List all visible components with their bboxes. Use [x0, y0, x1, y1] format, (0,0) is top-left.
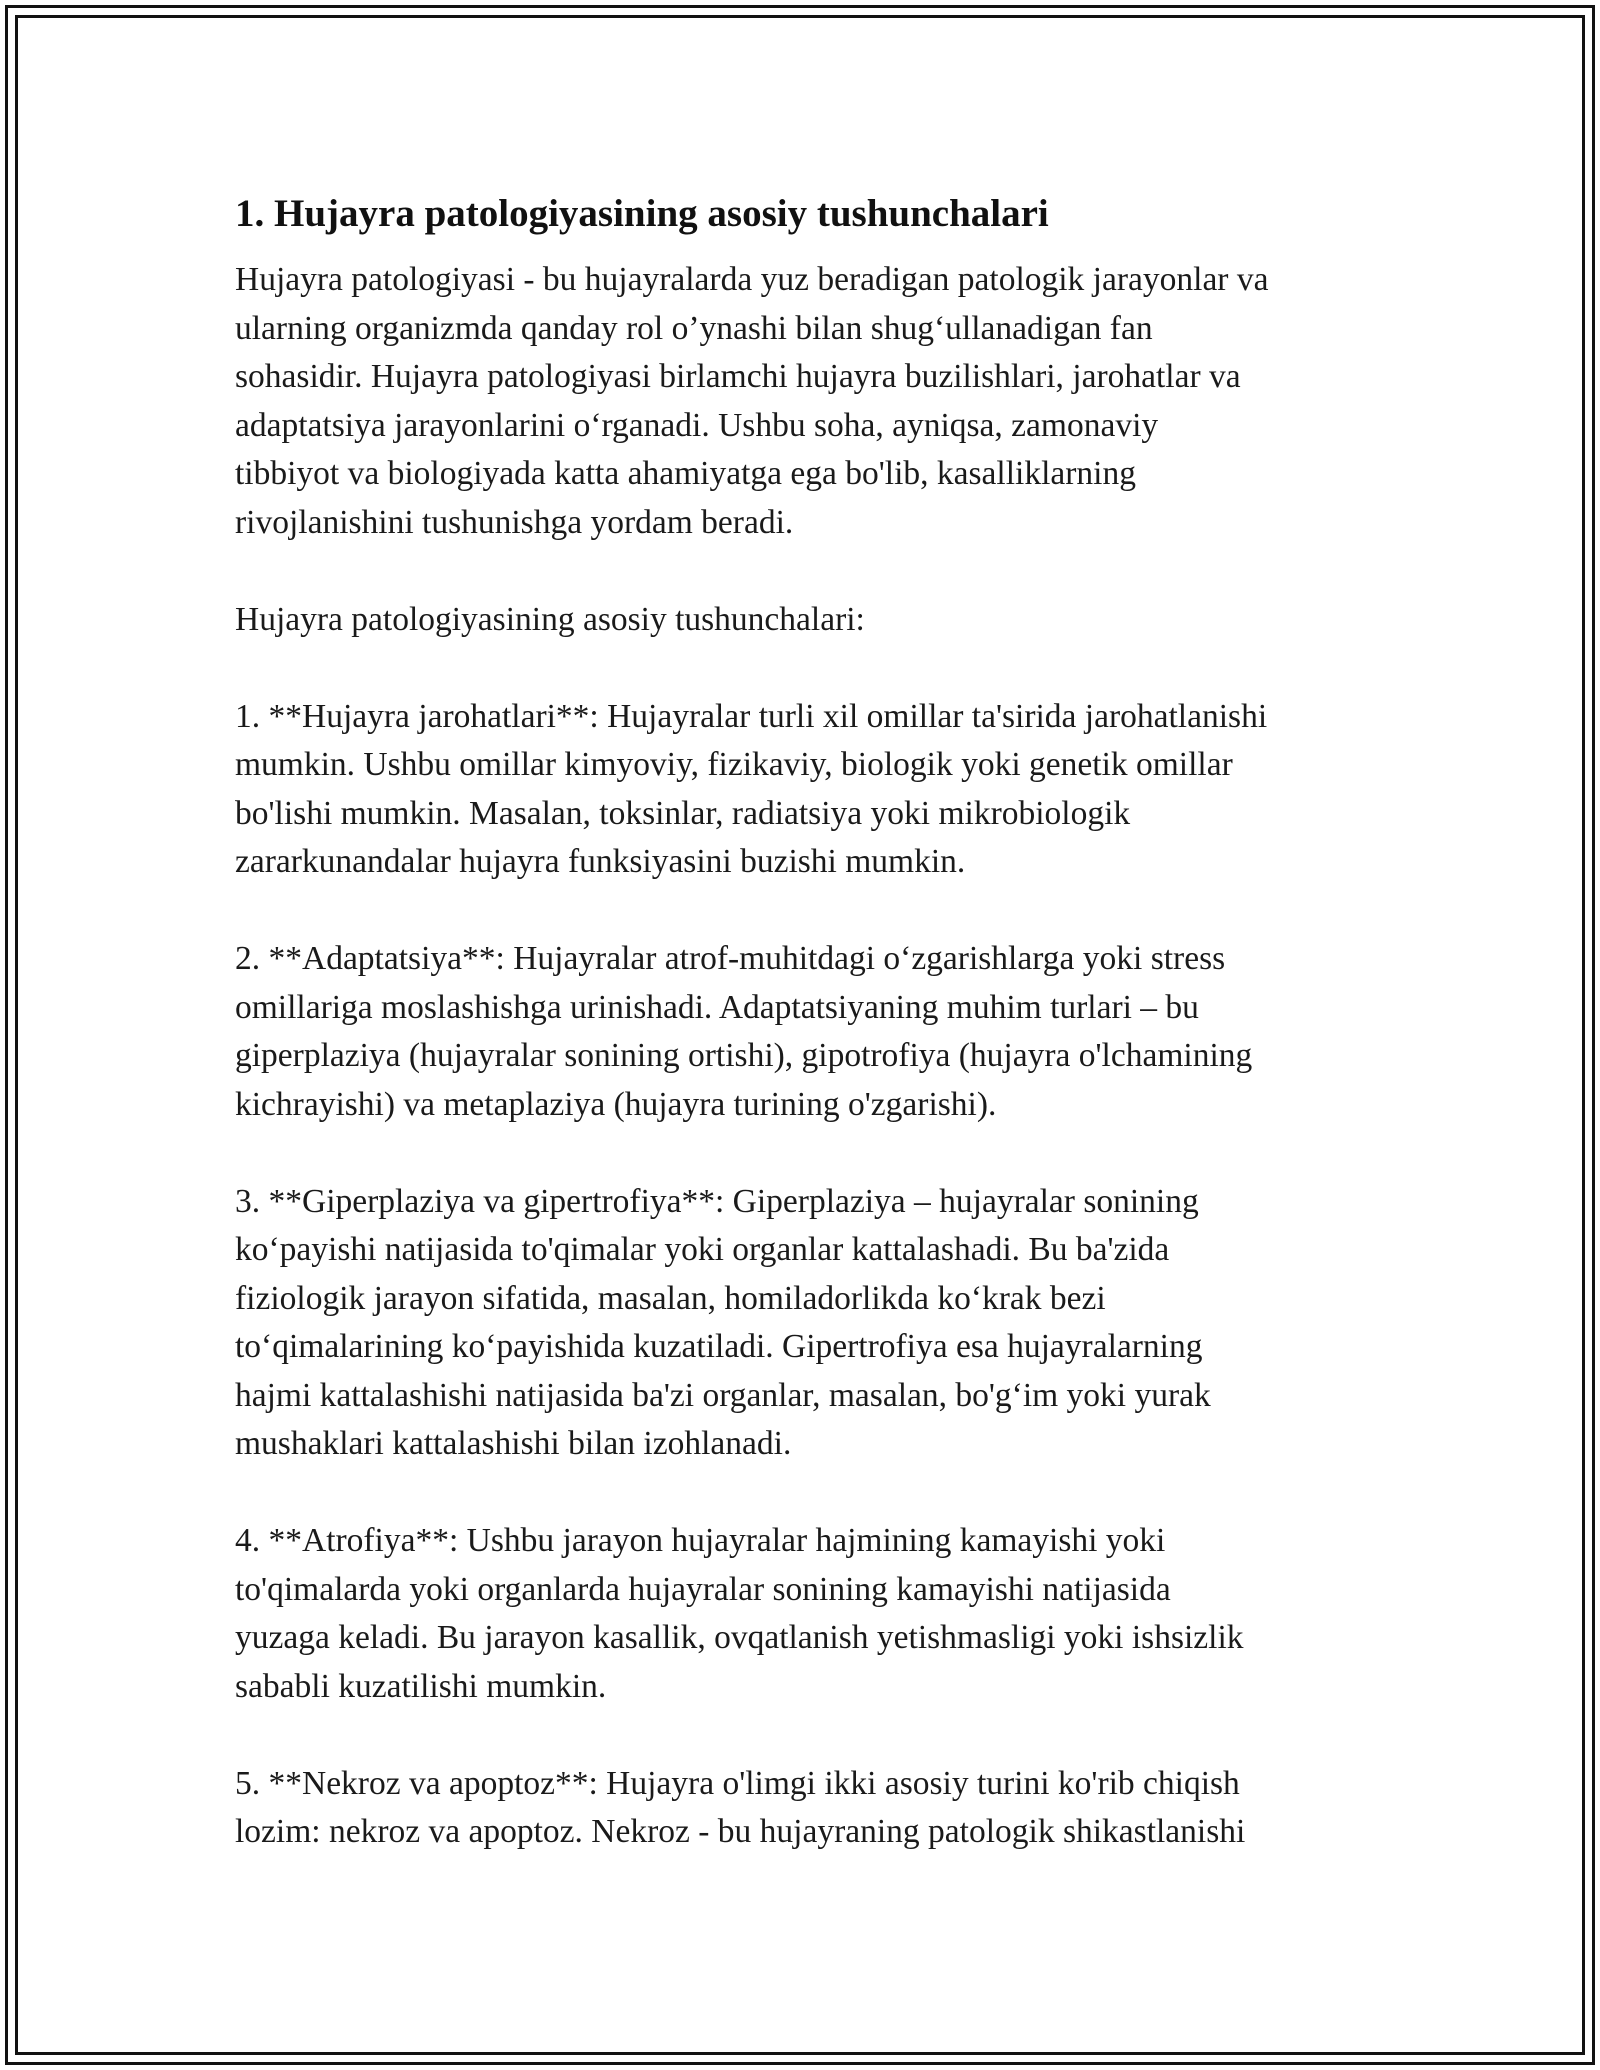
text-line: Hujayra patologiyasining asosiy tushunchalari: [235, 600, 865, 638]
text-line: lozim: nekroz va apoptoz. Nekroz - bu hujayraning patologik shikastlanishi [235, 1813, 1246, 1850]
text-line: adaptatsiya jarayonlarini o‘rganadi. Ushbu soha, ayniqsa, zamonaviy [235, 406, 1159, 444]
text-line: omillariga moslashishga urinishadi. Adaptatsiyaning muhim turlari – bu [235, 988, 1199, 1026]
text-line: sohasidir. Hujayra patologiyasi birlamchi hujayra buzilishlari, jarohatlar va [235, 358, 1241, 395]
list-item-giperplaziya [235, 1178, 1385, 1469]
text-line: ularning organizmda qanday rol o’ynashi bilan shug‘ullanadigan fan [235, 309, 1153, 347]
text-line: bo'lishi mumkin. Masalan, toksinlar, radiatsiya yoki mikrobiologik [235, 794, 1131, 832]
text-line: hajmi kattalashishi natijasida ba'zi organlar, masalan, bo'g‘im yoki yurak [235, 1376, 1211, 1414]
list-item-hujayra-jarohatlari [235, 693, 1385, 887]
text-line: yuzaga keladi. Bu jarayon kasallik, ovqatlanish yetishmasligi yoki ishsizlik [235, 1619, 1244, 1656]
list-item-adaptatsiya [235, 935, 1385, 1129]
text-line: 5. **Nekroz va apoptoz**: Hujayra o'limgi ikki asosiy turini ko'rib chiqish [235, 1764, 1240, 1802]
text-line: zararkunandalar hujayra funksiyasini buzishi mumkin. [235, 843, 966, 880]
list-item-atrofiya [235, 1517, 1385, 1711]
text-line: 2. **Adaptatsiya**: Hujayralar atrof-muhitdagi o‘zgarishlarga yoki stress [235, 940, 1226, 977]
document-title: 1. Hujayra patologiyasining asosiy tushunchalari [235, 192, 1049, 235]
text-line: rivojlanishini tushunishga yordam beradi. [235, 503, 794, 541]
text-line: tibbiyot va biologiyada katta ahamiyatga ega bo'lib, kasalliklarning [235, 455, 1136, 492]
text-line: fiziologik jarayon sifatida, masalan, homiladorlikda ko‘krak bezi [235, 1279, 1106, 1317]
text-line: giperplaziya (hujayralar sonining ortishi), gipotrofiya (hujayra o'lchamining [235, 1037, 1253, 1074]
text-line: sababli kuzatilishi mumkin. [235, 1667, 607, 1705]
intro-paragraph [235, 256, 1385, 547]
text-line: 1. **Hujayra jarohatlari**: Hujayralar turli xil omillar ta'sirida jarohatlanishi [235, 697, 1268, 735]
text-line: 3. **Giperplaziya va gipertrofiya**: Giperplaziya – hujayralar sonining [235, 1182, 1199, 1220]
text-line: Hujayra patologiyasi - bu hujayralarda yuz beradigan patologik jarayonlar va [235, 261, 1269, 298]
text-line: kichrayishi) va metaplaziya (hujayra turining o'zgarishi). [235, 1085, 997, 1123]
text-line: mushaklari kattalashishi bilan izohlanadi. [235, 1425, 792, 1462]
document-body [235, 186, 1385, 1905]
list-intro-paragraph [235, 596, 1385, 645]
text-line: to‘qimalarining ko‘payishida kuzatiladi. Gipertrofiya esa hujayralarning [235, 1328, 1203, 1365]
text-line: ko‘payishi natijasida to'qimalar yoki organlar kattalashadi. Bu ba'zida [235, 1231, 1170, 1268]
text-line: 4. **Atrofiya**: Ushbu jarayon hujayralar hajmining kamayishi yoki [235, 1522, 1166, 1559]
list-item-nekroz-apoptoz [235, 1760, 1385, 1857]
text-line: mumkin. Ushbu omillar kimyoviy, fizikaviy, biologik yoki genetik omillar [235, 746, 1233, 783]
text-line: to'qimalarda yoki organlarda hujayralar sonining kamayishi natijasida [235, 1570, 1171, 1608]
